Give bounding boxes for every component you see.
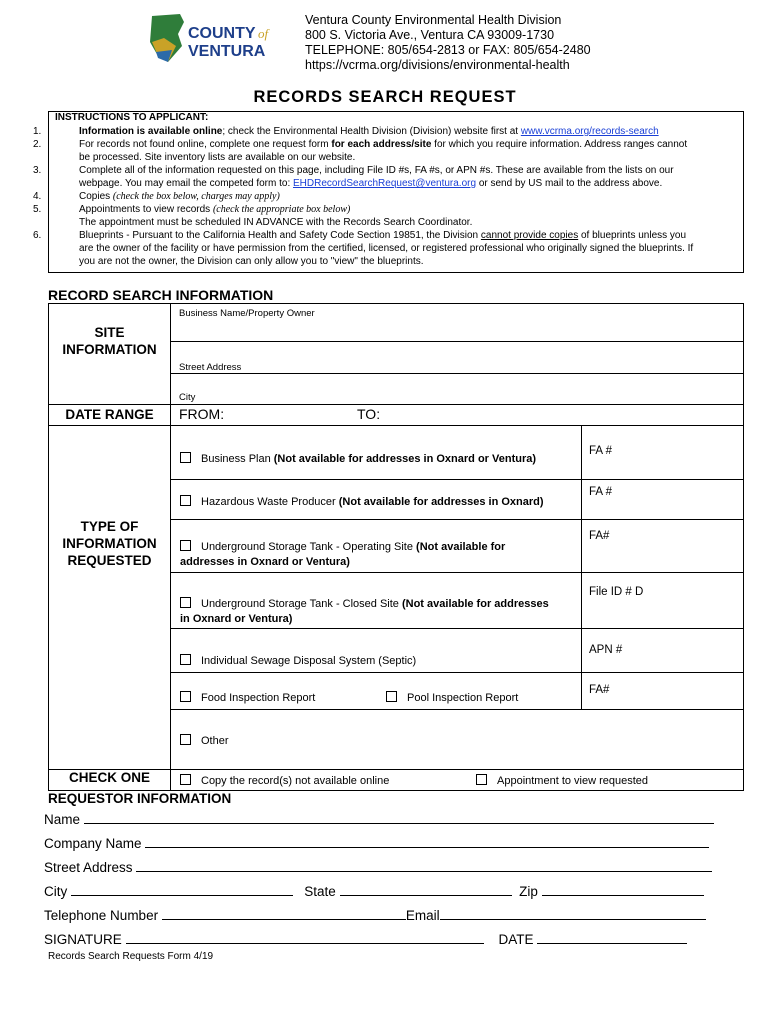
header-division: Ventura County Environmental Health Division	[305, 13, 562, 27]
check-one-label: CHECK ONE	[68, 770, 150, 785]
ust-operating-option[interactable]: Underground Storage Tank - Operating Site (Not available for addresses in Oxnard or Ventura)	[180, 541, 506, 568]
instruction-4: 4. Copies (check the box below, charges may apply)	[33, 191, 280, 202]
instruction-3-cont: webpage. You may email the competed form to: EHDRecordSearchRequest@ventura.org or send by US mail to the address above.	[79, 178, 663, 189]
from-label: FROM:	[179, 406, 225, 422]
street-label: Street Address	[44, 860, 133, 875]
pool-inspection-checkbox[interactable]	[386, 691, 397, 702]
appointment-checkbox[interactable]	[476, 774, 487, 785]
city-field[interactable]	[71, 883, 293, 896]
type-of-information-label: TYPE OF INFORMATION REQUESTED	[62, 519, 157, 568]
page-title: RECORDS SEARCH REQUEST	[253, 88, 517, 106]
city-state-zip-row	[44, 883, 704, 899]
city-label: City	[179, 392, 196, 403]
county-logo	[146, 12, 286, 72]
ust-closed-checkbox[interactable]	[180, 597, 191, 608]
city-field[interactable]	[171, 374, 743, 404]
instruction-6-cont2: you are not the owner, the Division can only allow you to "view" the blueprints.	[79, 256, 424, 267]
svg-text:of: of	[258, 26, 269, 41]
apn-number-label: APN #	[589, 644, 623, 656]
fa-number-label: FA #	[589, 486, 613, 498]
fa-number-label: FA#	[589, 530, 610, 542]
company-label: Company Name	[44, 836, 142, 851]
hazardous-waste-checkbox[interactable]	[180, 495, 191, 506]
business-plan-checkbox[interactable]	[180, 452, 191, 463]
hazardous-waste-option[interactable]: Hazardous Waste Producer (Not available for addresses in Oxnard)	[180, 495, 544, 510]
instruction-5-cont: The appointment must be scheduled IN ADVANCE with the Records Search Coordinator.	[79, 217, 473, 228]
ust-closed-option[interactable]: Underground Storage Tank - Closed Site (Not available for addresses in Oxnard or Ventura)	[180, 598, 549, 625]
name-label: Name	[44, 812, 81, 827]
fa-number-label: FA #	[589, 445, 613, 457]
file-id-label: File ID # D	[589, 586, 644, 598]
phone-label: Telephone Number	[44, 908, 159, 923]
copy-record-checkbox[interactable]	[180, 774, 191, 785]
food-inspection-checkbox[interactable]	[180, 691, 191, 702]
svg-text:COUNTY: COUNTY	[188, 25, 256, 42]
instruction-6-cont1: are the owner of the facility or have permission from the certified, licensed, or registered professional who originally signed the blueprints. If	[79, 243, 694, 254]
state-label: State	[304, 884, 336, 899]
ust-operating-checkbox[interactable]	[180, 540, 191, 551]
email-link[interactable]: EHDRecordSearchRequest@ventura.org	[293, 178, 477, 189]
company-field[interactable]	[145, 835, 709, 848]
phone-email-row	[44, 907, 706, 923]
food-inspection-option[interactable]: Food Inspection Report	[180, 691, 315, 706]
business-name-label: Business Name/Property Owner	[179, 308, 315, 319]
instruction-2: 2. For records not found online, complete one request form for each address/site for which you require information. Address ranges cannot	[33, 139, 688, 150]
appointment-option[interactable]: Appointment to view requested	[476, 774, 648, 789]
instructions-label: INSTRUCTIONS TO APPLICANT:	[55, 112, 209, 123]
city-label: City	[44, 884, 68, 899]
other-checkbox[interactable]	[180, 734, 191, 745]
header-website: https://vcrma.org/divisions/environmental-health	[305, 58, 570, 72]
zip-field[interactable]	[542, 883, 704, 896]
business-plan-option[interactable]: Business Plan (Not available for addresses in Oxnard or Ventura)	[180, 452, 536, 467]
requestor-heading: REQUESTOR INFORMATION	[48, 791, 232, 806]
form-footer: Records Search Requests Form 4/19	[48, 951, 214, 962]
record-search-table	[48, 303, 744, 791]
header-phone: TELEPHONE: 805/654-2813 or FAX: 805/654-2480	[305, 43, 591, 57]
signature-field[interactable]	[126, 931, 484, 944]
instruction-1: 1. Information is available online; check the Environmental Health Division (Division) website first at www.vcrma.org/records-search	[33, 126, 659, 137]
zip-label: Zip	[519, 884, 538, 899]
phone-field[interactable]	[162, 907, 406, 920]
business-name-field[interactable]	[171, 320, 743, 340]
pool-inspection-option[interactable]: Pool Inspection Report	[386, 691, 518, 706]
county-map-icon	[146, 12, 286, 72]
instruction-6: 6. Blueprints - Pursuant to the California Health and Safety Code Section 19851, the Division cannot provide copies of blueprints unless you	[33, 230, 687, 241]
email-field[interactable]	[440, 907, 706, 920]
name-field[interactable]	[84, 811, 714, 824]
date-to-field[interactable]	[389, 405, 729, 424]
other-option[interactable]: Other	[180, 734, 229, 749]
street-address-field[interactable]	[171, 342, 743, 372]
company-row	[44, 835, 709, 851]
copy-record-option[interactable]: Copy the record(s) not available online	[180, 774, 389, 789]
date-from-field[interactable]	[229, 405, 349, 424]
site-information-label: SITE INFORMATION	[62, 325, 157, 357]
name-row	[44, 811, 714, 827]
street-address-label: Street Address	[179, 362, 242, 373]
header-address: 800 S. Victoria Ave., Ventura CA 93009-1730	[305, 28, 555, 42]
street-row	[44, 859, 712, 875]
instruction-5: 5. Appointments to view records (check the appropriate box below)	[33, 204, 351, 215]
instructions-box	[33, 111, 744, 273]
septic-checkbox[interactable]	[180, 654, 191, 665]
email-label: Email	[405, 908, 440, 923]
signature-label: SIGNATURE	[44, 932, 122, 947]
date-label: DATE	[498, 932, 534, 947]
instruction-3: 3. Complete all of the information requested on this page, including File ID #s, FA #s, or APN #s. These are available from the lists on our	[33, 165, 674, 176]
to-label: TO:	[357, 406, 381, 422]
state-field[interactable]	[340, 883, 512, 896]
signature-date-row	[44, 931, 687, 947]
septic-option[interactable]: Individual Sewage Disposal System (Septic)	[180, 654, 416, 669]
date-range-label: DATE RANGE	[65, 407, 154, 422]
fa-number-label: FA#	[589, 684, 610, 696]
records-search-link[interactable]: www.vcrma.org/records-search	[520, 126, 659, 137]
record-search-heading: RECORD SEARCH INFORMATION	[48, 287, 274, 303]
date-field[interactable]	[537, 931, 687, 944]
instruction-2-cont: be processed. Site inventory lists are available on our website.	[79, 152, 356, 163]
svg-text:VENTURA: VENTURA	[188, 43, 266, 60]
street-field[interactable]	[136, 859, 712, 872]
